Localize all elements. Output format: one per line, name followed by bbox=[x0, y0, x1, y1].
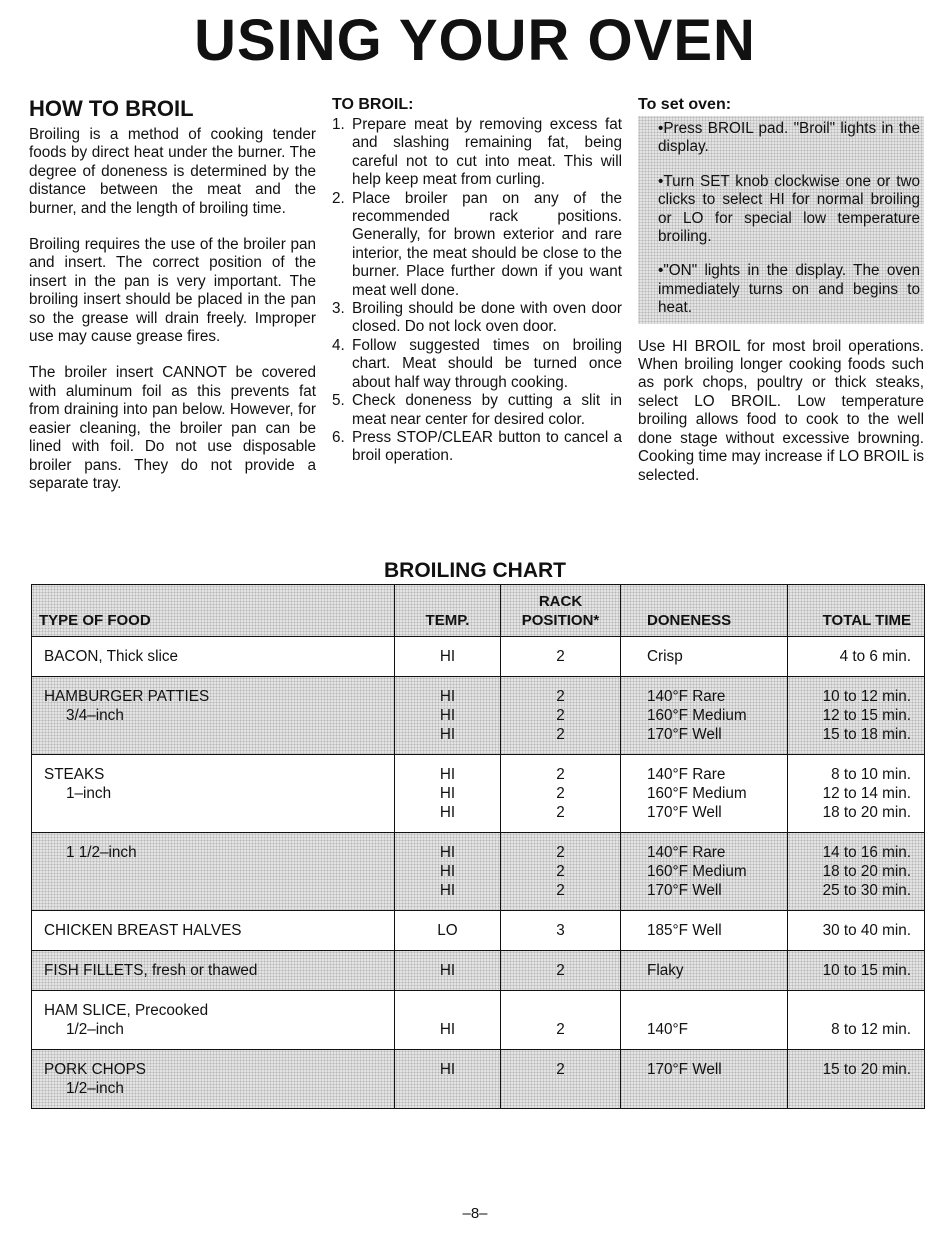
broil-note: Use HI BROIL for most broil operations. When broiling longer cooking foods such as pork chops, poultry or thick steaks, select LO BROIL. Low temperature broiling allows food to cook to the well done stage without excessive browning. Cooking time may increase if LO BROIL is selected. bbox=[638, 337, 924, 484]
temp-cell bbox=[395, 677, 501, 755]
time-cell-value: 10 to 15 min. bbox=[822, 962, 911, 979]
food-thickness: 1 1/2–inch bbox=[66, 844, 137, 861]
rack-cell bbox=[501, 677, 621, 755]
column-header-rack bbox=[501, 585, 621, 637]
time-cell-value: 4 to 6 min. bbox=[839, 648, 911, 665]
spacer bbox=[501, 1001, 620, 1020]
food-cell bbox=[32, 833, 395, 911]
temp-cell bbox=[395, 637, 501, 677]
rack-cell-value: 2 bbox=[556, 785, 565, 802]
temp-cell bbox=[395, 951, 501, 991]
food-cell bbox=[32, 677, 395, 755]
table-row bbox=[32, 991, 925, 1050]
food-name: HAMBURGER PATTIES bbox=[44, 688, 210, 705]
time-cell bbox=[788, 637, 925, 677]
food-cell bbox=[32, 755, 395, 833]
doneness-cell-value: 170°F Well bbox=[647, 804, 722, 821]
set-oven-section bbox=[638, 96, 924, 503]
page-number: –8– bbox=[462, 1205, 488, 1222]
time-cell bbox=[788, 951, 925, 991]
temp-cell-value: HI bbox=[439, 648, 456, 665]
temp-cell-value: HI bbox=[439, 785, 456, 802]
food-cell bbox=[32, 991, 395, 1050]
rack-cell-value: 2 bbox=[556, 726, 565, 743]
set-oven-item: •"ON" lights in the display. The oven immediately turns on and begins to heat. bbox=[658, 262, 920, 317]
temp-cell-value: HI bbox=[439, 863, 456, 880]
step-item bbox=[332, 116, 622, 190]
time-cell-value: 12 to 14 min. bbox=[822, 785, 911, 802]
step-text: Broiling should be done with oven door closed. Do not lock oven door. bbox=[352, 300, 622, 336]
step-item bbox=[332, 190, 622, 300]
temp-cell-value: HI bbox=[439, 962, 456, 979]
step-number: 2. bbox=[332, 189, 345, 207]
rack-cell-value: 2 bbox=[556, 688, 565, 705]
step-item bbox=[332, 300, 622, 337]
how-to-broil-section bbox=[29, 96, 316, 511]
set-oven-item: •Press BROIL pad. "Broil" lights in the display. bbox=[658, 120, 920, 156]
how-to-broil-heading: HOW TO BROIL bbox=[29, 96, 194, 121]
time-cell bbox=[788, 833, 925, 911]
table-row bbox=[32, 951, 925, 991]
food-name: CHICKEN BREAST HALVES bbox=[44, 922, 242, 939]
rack-cell bbox=[501, 637, 621, 677]
time-cell-value: 12 to 15 min. bbox=[822, 707, 911, 724]
step-item bbox=[332, 337, 622, 392]
doneness-cell bbox=[621, 951, 788, 991]
step-text: Prepare meat by removing excess fat and slashing remaining fat, being careful not to cut into meat. This will help keep meat from curling. bbox=[352, 116, 622, 189]
rack-cell-value: 2 bbox=[556, 962, 565, 979]
temp-cell bbox=[395, 911, 501, 951]
doneness-cell-value: 170°F Well bbox=[647, 882, 722, 899]
set-oven-heading: To set oven: bbox=[638, 96, 732, 113]
doneness-cell-value: 140°F Rare bbox=[647, 688, 726, 705]
step-text: Check doneness by cutting a slit in meat near center for desired color. bbox=[352, 392, 622, 428]
food-cell bbox=[32, 637, 395, 677]
temp-cell-value: LO bbox=[437, 922, 458, 939]
table-row bbox=[32, 755, 925, 833]
rack-cell-value: 2 bbox=[556, 804, 565, 821]
rack-cell bbox=[501, 755, 621, 833]
food-cell bbox=[32, 951, 395, 991]
table-row bbox=[32, 911, 925, 951]
food-name: PORK CHOPS bbox=[44, 1061, 146, 1078]
rack-cell bbox=[501, 1050, 621, 1109]
step-number: 5. bbox=[332, 392, 345, 410]
time-cell bbox=[788, 755, 925, 833]
time-cell bbox=[788, 677, 925, 755]
step-item bbox=[332, 392, 622, 429]
food-thickness: 3/4–inch bbox=[66, 707, 124, 724]
temp-cell-value: HI bbox=[439, 844, 456, 861]
temp-cell bbox=[395, 991, 501, 1050]
time-cell-value: 15 to 20 min. bbox=[822, 1061, 911, 1078]
rack-cell bbox=[501, 991, 621, 1050]
step-number: 3. bbox=[332, 300, 345, 318]
column-header-time: TOTAL TIME bbox=[788, 585, 925, 637]
column-header-food: TYPE OF FOOD bbox=[32, 585, 395, 637]
how-to-broil-paragraph: Broiling is a method of cooking tender foods by direct heat under the burner. The degree of doneness is determined by the distance between the meat and the burner, and the length of broiling time. bbox=[29, 126, 316, 217]
doneness-cell-value: 160°F Medium bbox=[647, 863, 747, 880]
temp-cell-value: HI bbox=[439, 707, 456, 724]
spacer bbox=[647, 1001, 787, 1020]
how-to-broil-paragraph: Broiling requires the use of the broiler pan and insert. The correct position of the insert in the pan is very important. The broiling insert should be placed in the pan so the grease will drain freely. Improper use may cause grease fires. bbox=[29, 236, 316, 346]
rack-cell-value: 2 bbox=[556, 863, 565, 880]
broiling-chart-body bbox=[32, 637, 925, 1109]
temp-cell bbox=[395, 755, 501, 833]
food-name: STEAKS bbox=[44, 766, 105, 783]
rack-cell-value: 2 bbox=[556, 844, 565, 861]
temp-cell-value: HI bbox=[439, 1021, 456, 1038]
time-cell-value: 10 to 12 min. bbox=[822, 688, 911, 705]
food-thickness: 1–inch bbox=[66, 785, 112, 802]
step-item bbox=[332, 429, 622, 466]
rack-cell-value: 2 bbox=[556, 1061, 565, 1078]
temp-cell-value: HI bbox=[439, 882, 456, 899]
time-cell-value: 30 to 40 min. bbox=[822, 922, 911, 939]
spacer bbox=[395, 1001, 500, 1020]
table-row bbox=[32, 833, 925, 911]
rack-cell-value: 2 bbox=[556, 882, 565, 899]
time-cell-value: 8 to 12 min. bbox=[831, 1021, 911, 1038]
temp-cell-value: HI bbox=[439, 804, 456, 821]
step-number: 1. bbox=[332, 116, 345, 133]
rack-cell-value: 2 bbox=[556, 648, 565, 665]
rack-cell bbox=[501, 833, 621, 911]
doneness-cell bbox=[621, 637, 788, 677]
doneness-cell-value: 160°F Medium bbox=[647, 785, 747, 802]
time-cell-value: 14 to 16 min. bbox=[822, 844, 911, 861]
food-name: HAM SLICE, Precooked bbox=[44, 1002, 209, 1019]
time-cell bbox=[788, 1050, 925, 1109]
set-oven-instructions bbox=[638, 116, 924, 324]
temp-cell-value: HI bbox=[439, 726, 456, 743]
temp-cell-value: HI bbox=[439, 766, 456, 783]
rack-cell-value: 2 bbox=[556, 1021, 565, 1038]
time-cell bbox=[788, 991, 925, 1050]
doneness-cell-value: 170°F Well bbox=[647, 726, 722, 743]
doneness-cell-value: 140°F Rare bbox=[647, 766, 726, 783]
step-number: 4. bbox=[332, 336, 345, 354]
food-thickness: 1/2–inch bbox=[66, 1080, 124, 1097]
doneness-cell bbox=[621, 1050, 788, 1109]
broiling-chart-table bbox=[31, 584, 925, 1109]
table-row bbox=[32, 1050, 925, 1109]
temp-cell bbox=[395, 1050, 501, 1109]
doneness-cell-value: 140°F Rare bbox=[647, 844, 726, 861]
rack-cell bbox=[501, 911, 621, 951]
food-name: FISH FILLETS, fresh or thawed bbox=[44, 962, 258, 979]
doneness-cell bbox=[621, 677, 788, 755]
how-to-broil-paragraph: The broiler insert CANNOT be covered with aluminum foil as this prevents fat from draining into pan below. However, for easier cleaning, the broiler pan can be lined with foil. Do not use disposable broiler pans. They do not provide a separate tray. bbox=[29, 364, 316, 492]
food-cell bbox=[32, 1050, 395, 1109]
doneness-cell-value: 160°F Medium bbox=[647, 707, 747, 724]
food-thickness: 1/2–inch bbox=[66, 1021, 124, 1038]
to-broil-heading: TO BROIL: bbox=[332, 96, 414, 113]
table-row bbox=[32, 677, 925, 755]
column-header-temp: TEMP. bbox=[395, 585, 501, 637]
table-row bbox=[32, 637, 925, 677]
temp-cell-value: HI bbox=[439, 1061, 456, 1078]
time-cell bbox=[788, 911, 925, 951]
time-cell-value: 18 to 20 min. bbox=[822, 804, 911, 821]
time-cell-value: 8 to 10 min. bbox=[831, 766, 911, 783]
rack-cell-value: 3 bbox=[556, 922, 565, 939]
rack-cell-value: 2 bbox=[556, 766, 565, 783]
to-broil-steps bbox=[332, 116, 622, 466]
doneness-cell-value: 170°F Well bbox=[647, 1061, 722, 1078]
broiling-chart-title: BROILING CHART bbox=[384, 559, 566, 582]
temp-cell-value: HI bbox=[439, 688, 456, 705]
food-cell bbox=[32, 911, 395, 951]
spacer bbox=[788, 1001, 911, 1020]
step-text: Press STOP/CLEAR button to cancel a broil operation. bbox=[352, 428, 622, 465]
doneness-cell bbox=[621, 755, 788, 833]
time-cell-value: 15 to 18 min. bbox=[822, 726, 911, 743]
rack-header-line2: POSITION* bbox=[521, 612, 600, 629]
doneness-cell bbox=[621, 911, 788, 951]
table-header-row bbox=[32, 585, 925, 637]
step-text: Follow suggested times on broiling chart. Meat should be turned once about half way through cooking. bbox=[352, 336, 622, 391]
doneness-cell-value: Crisp bbox=[647, 648, 683, 665]
doneness-cell bbox=[621, 833, 788, 911]
food-name: BACON, Thick slice bbox=[44, 648, 179, 665]
doneness-cell-value: 140°F bbox=[647, 1021, 688, 1038]
column-header-doneness: DONENESS bbox=[621, 585, 788, 637]
doneness-cell bbox=[621, 991, 788, 1050]
rack-cell bbox=[501, 951, 621, 991]
page-title: USING YOUR OVEN bbox=[194, 8, 756, 73]
time-cell-value: 18 to 20 min. bbox=[822, 863, 911, 880]
doneness-cell-value: Flaky bbox=[647, 962, 684, 979]
set-oven-item: •Turn SET knob clockwise one or two clicks to select HI for normal broiling or LO for special low temperature broiling. bbox=[658, 172, 920, 246]
temp-cell bbox=[395, 833, 501, 911]
step-text: Place broiler pan on any of the recommended rack positions. Generally, for brown exterior and rare interior, the meat should be close to the burner. Place further down if you want meat well done. bbox=[352, 189, 622, 299]
to-broil-section bbox=[332, 96, 622, 466]
doneness-cell-value: 185°F Well bbox=[647, 922, 722, 939]
time-cell-value: 25 to 30 min. bbox=[822, 882, 911, 899]
rack-header-line1: RACK bbox=[538, 593, 583, 610]
rack-cell-value: 2 bbox=[556, 707, 565, 724]
step-number: 6. bbox=[332, 428, 345, 446]
